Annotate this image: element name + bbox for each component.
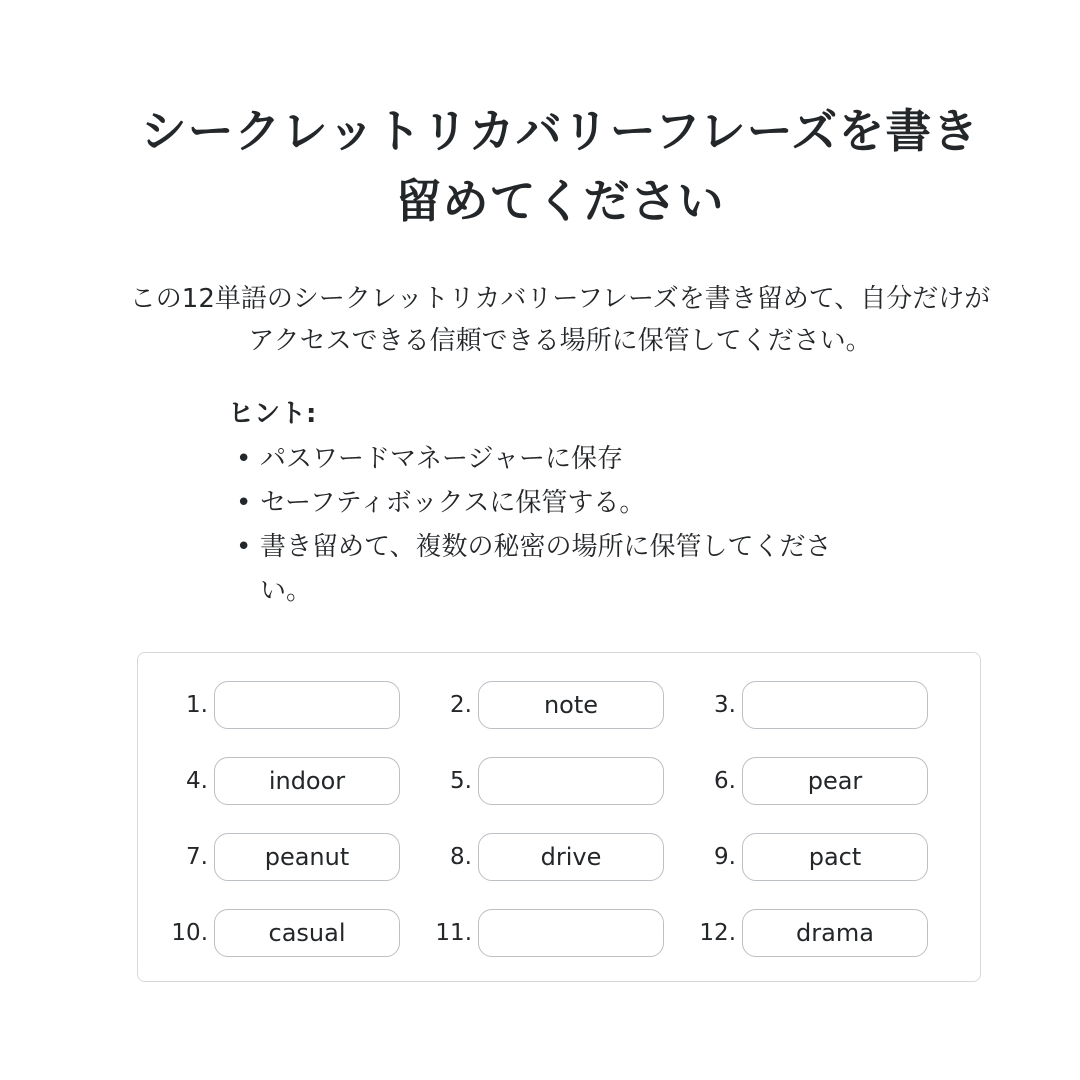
bullet-icon: • — [236, 444, 252, 474]
word-pill — [478, 909, 664, 957]
word-number: 2. — [450, 692, 472, 718]
word-number: 6. — [714, 768, 736, 794]
word-number: 7. — [186, 844, 208, 870]
bullet-icon: • — [236, 532, 252, 562]
word-pill — [214, 681, 400, 729]
description-text: この12単語のシークレットリカバリーフレーズを書き留めて、自分だけがアクセスできる信頼できる場所に保管してください。 — [129, 284, 991, 356]
hint-item — [228, 525, 880, 613]
word-item-2 — [432, 680, 664, 730]
word-pill — [742, 681, 928, 729]
word-number: 9. — [714, 844, 736, 870]
word-pill: pact — [742, 833, 928, 881]
word-number: 12. — [699, 920, 736, 946]
word-pill: peanut — [214, 833, 400, 881]
word-pill: drive — [478, 833, 664, 881]
word-item-6 — [696, 756, 928, 806]
word-item-1 — [168, 680, 400, 730]
word-item-10 — [168, 908, 400, 958]
word-number: 1. — [186, 692, 208, 718]
word-item-8 — [432, 832, 664, 882]
page-title: シークレットリカバリーフレーズを書き留めてください — [140, 104, 980, 228]
word-pill: casual — [214, 909, 400, 957]
word-number: 4. — [186, 768, 208, 794]
word-number: 8. — [450, 844, 472, 870]
hints-title: ヒント: — [228, 399, 317, 429]
word-item-11 — [432, 908, 664, 958]
hint-text: セーフティボックスに保管する。 — [260, 488, 646, 518]
word-number: 5. — [450, 768, 472, 794]
word-item-9 — [696, 832, 928, 882]
word-number: 10. — [171, 920, 208, 946]
word-item-4 — [168, 756, 400, 806]
hints-list — [228, 437, 888, 613]
word-pill: indoor — [214, 757, 400, 805]
hints-section — [228, 393, 888, 613]
word-pill: pear — [742, 757, 928, 805]
word-pill: note — [478, 681, 664, 729]
word-number: 11. — [435, 920, 472, 946]
hint-text: パスワードマネージャーに保存 — [260, 444, 623, 474]
hint-text: 書き留めて、複数の秘密の場所に保管してください。 — [260, 532, 832, 606]
hint-item — [228, 437, 880, 481]
hint-item — [228, 481, 880, 525]
word-item-12 — [696, 908, 928, 958]
word-pill: drama — [742, 909, 928, 957]
word-item-7 — [168, 832, 400, 882]
word-item-3 — [696, 680, 928, 730]
word-number: 3. — [714, 692, 736, 718]
recovery-phrase-grid — [137, 652, 981, 982]
word-item-5 — [432, 756, 664, 806]
word-pill — [478, 757, 664, 805]
bullet-icon: • — [236, 488, 252, 518]
